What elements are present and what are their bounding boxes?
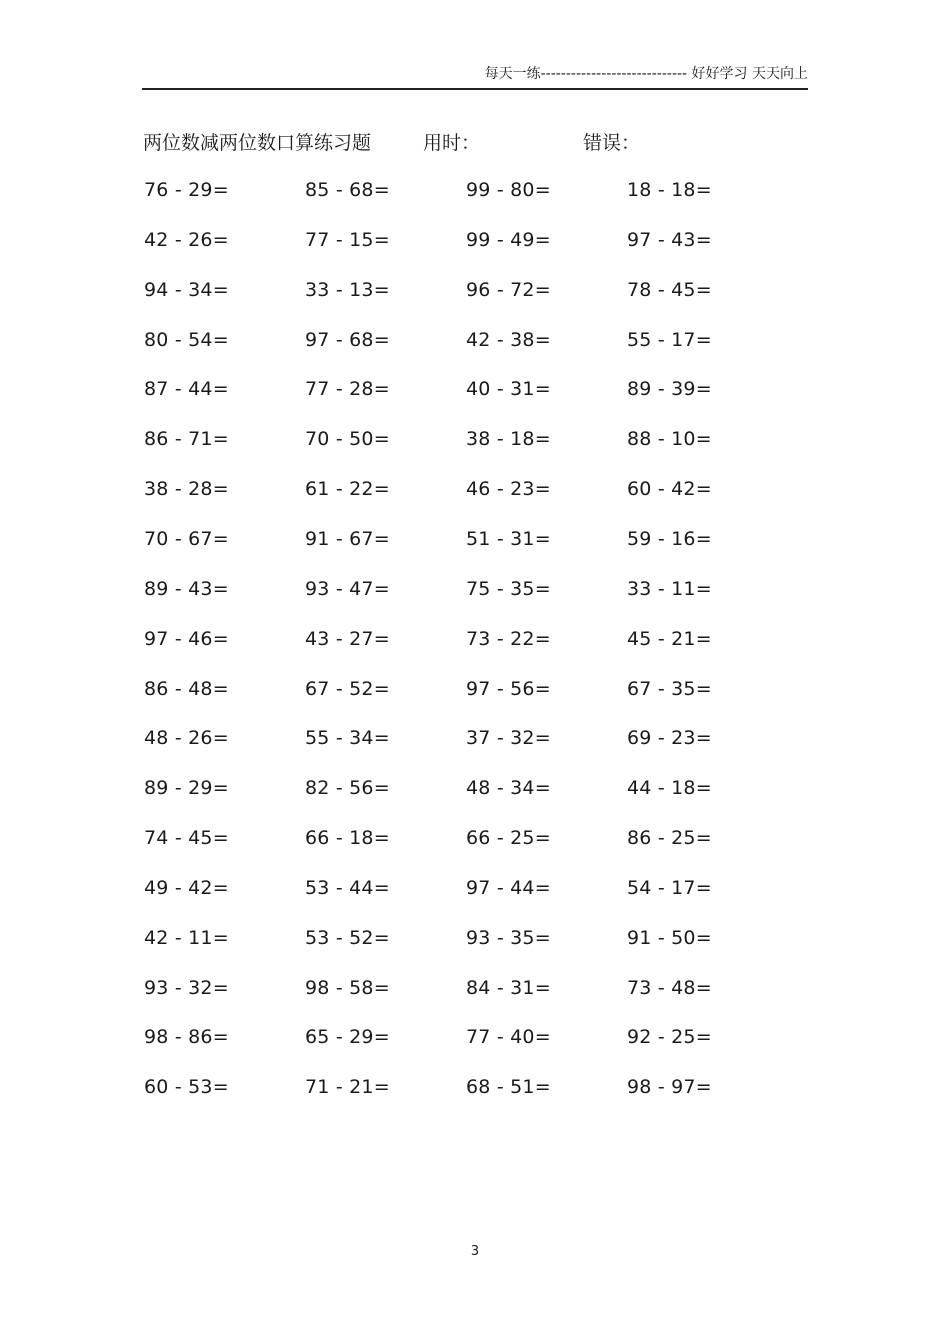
problem-item: 18 - 18= [627, 179, 712, 201]
problem-item: 96 - 72= [466, 278, 551, 301]
header-rule [142, 88, 808, 90]
problem-item: 89 - 43= [144, 577, 229, 600]
problem-item: 37 - 32= [466, 727, 551, 750]
problem-item: 97 - 43= [627, 228, 712, 251]
problem-item: 94 - 34= [144, 278, 229, 301]
problem-item: 51 - 31= [466, 527, 551, 550]
problem-item: 38 - 18= [466, 428, 551, 451]
problem-item: 98 - 97= [627, 1076, 712, 1099]
problem-item: 68 - 51= [466, 1076, 551, 1099]
problem-item: 87 - 44= [144, 378, 229, 401]
problem-item: 86 - 48= [144, 677, 229, 700]
problem-item: 99 - 80= [466, 179, 551, 201]
problem-item: 70 - 67= [144, 527, 229, 550]
worksheet-title: 两位数减两位数口算练习题 [143, 132, 372, 154]
problem-item: 85 - 68= [305, 179, 390, 201]
problem-item: 61 - 22= [305, 478, 390, 501]
problem-item: 33 - 13= [305, 278, 390, 301]
problem-item: 38 - 28= [144, 478, 229, 501]
problem-item: 97 - 56= [466, 677, 551, 700]
problem-item: 67 - 52= [305, 677, 390, 700]
problem-item: 89 - 39= [627, 378, 712, 401]
problem-item: 78 - 45= [627, 278, 712, 301]
problem-item: 82 - 56= [305, 777, 390, 800]
problem-item: 66 - 25= [466, 827, 551, 850]
problem-item: 77 - 28= [305, 378, 390, 401]
problem-item: 55 - 34= [305, 727, 390, 750]
time-label: 用时： [423, 132, 481, 154]
page-header [142, 64, 808, 88]
problem-item: 42 - 38= [466, 328, 551, 351]
title-row [0, 129, 950, 157]
header-text: 每天一练----------------------------- 好好学习 天天向上 [484, 66, 808, 82]
problem-item: 93 - 32= [144, 976, 229, 999]
problem-item: 97 - 46= [144, 627, 229, 650]
problem-item: 53 - 44= [305, 876, 390, 899]
problem-item: 88 - 10= [627, 428, 712, 451]
problem-item: 75 - 35= [466, 577, 551, 600]
problem-item: 54 - 17= [627, 876, 712, 899]
problem-item: 84 - 31= [466, 976, 551, 999]
problem-item: 48 - 34= [466, 777, 551, 800]
problem-item: 92 - 25= [627, 1026, 712, 1049]
problem-item: 91 - 50= [627, 926, 712, 949]
problem-item: 77 - 15= [305, 228, 390, 251]
problem-item: 59 - 16= [627, 527, 712, 550]
problem-item: 77 - 40= [466, 1026, 551, 1049]
problem-item: 45 - 21= [627, 627, 712, 650]
problem-item: 49 - 42= [144, 876, 229, 899]
problem-item: 55 - 17= [627, 328, 712, 351]
problem-item: 48 - 26= [144, 727, 229, 750]
problem-item: 80 - 54= [144, 328, 229, 351]
problem-item: 67 - 35= [627, 677, 712, 700]
problem-item: 73 - 48= [627, 976, 712, 999]
problem-item: 69 - 23= [627, 727, 712, 750]
problem-item: 91 - 67= [305, 527, 390, 550]
problem-item: 93 - 47= [305, 577, 390, 600]
problem-item: 76 - 29= [144, 179, 229, 201]
problem-item: 40 - 31= [466, 378, 551, 401]
errors-label: 错误： [583, 132, 641, 154]
problem-item: 74 - 45= [144, 827, 229, 850]
problem-item: 66 - 18= [305, 827, 390, 850]
problem-item: 60 - 42= [627, 478, 712, 501]
problem-item: 86 - 71= [144, 428, 229, 451]
problem-item: 86 - 25= [627, 827, 712, 850]
problem-item: 98 - 58= [305, 976, 390, 999]
problem-item: 60 - 53= [144, 1076, 229, 1099]
problem-item: 73 - 22= [466, 627, 551, 650]
problem-item: 43 - 27= [305, 627, 390, 650]
problem-item: 99 - 49= [466, 228, 551, 251]
problem-item: 42 - 11= [144, 926, 229, 949]
problem-item: 33 - 11= [627, 577, 712, 600]
problem-item: 70 - 50= [305, 428, 390, 451]
problem-item: 97 - 44= [466, 876, 551, 899]
problem-item: 98 - 86= [144, 1026, 229, 1049]
problem-item: 93 - 35= [466, 926, 551, 949]
problem-item: 71 - 21= [305, 1076, 390, 1099]
problem-item: 42 - 26= [144, 228, 229, 251]
problem-item: 44 - 18= [627, 777, 712, 800]
page-number: 3 [470, 1244, 480, 1259]
problem-item: 53 - 52= [305, 926, 390, 949]
problem-item: 46 - 23= [466, 478, 551, 501]
problem-item: 65 - 29= [305, 1026, 390, 1049]
problem-item: 89 - 29= [144, 777, 229, 800]
problem-item: 97 - 68= [305, 328, 390, 351]
